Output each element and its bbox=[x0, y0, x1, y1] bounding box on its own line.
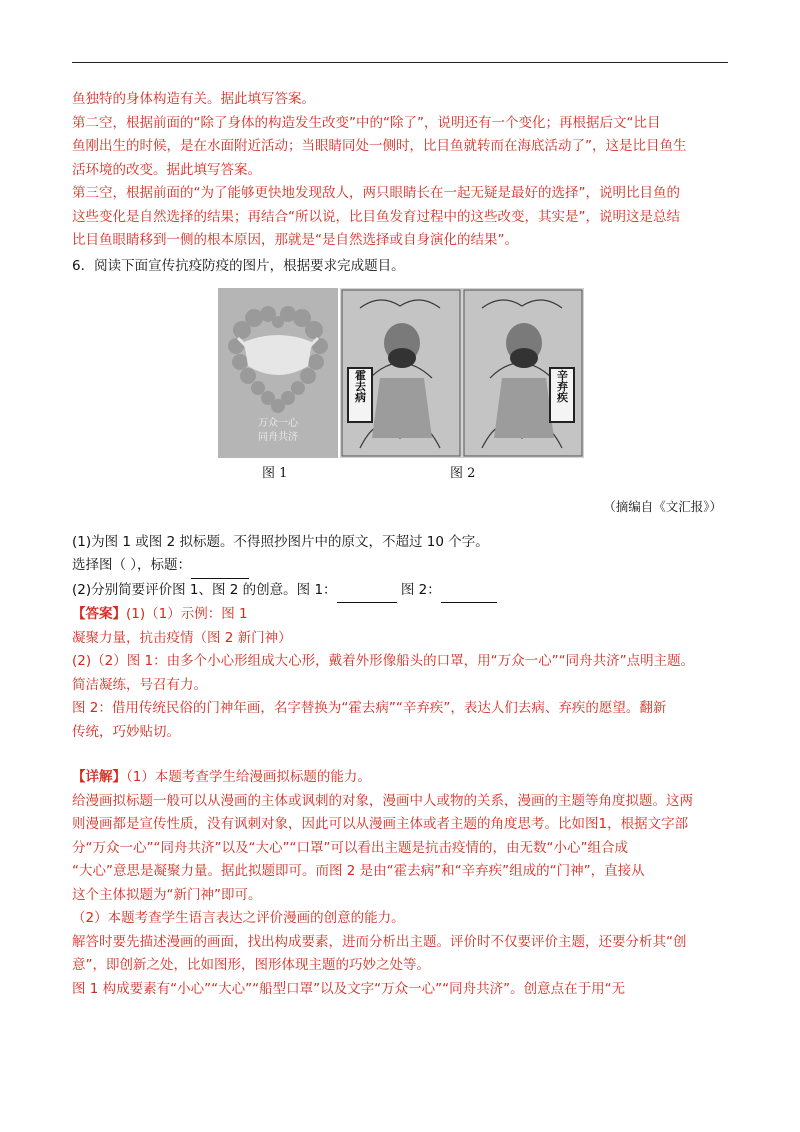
text-line: 鱼独特的身体构造有关。据此填写答案。 bbox=[72, 91, 315, 107]
detail-line bbox=[72, 766, 728, 790]
spacer bbox=[72, 744, 728, 766]
detail-line: 分“万众一心”“同舟共济”以及“大心”“口罩”可以看出主题是抗击疫情的，由无数“小心”组合成 bbox=[72, 839, 628, 856]
figure-2-left-label: 霍去病 bbox=[353, 369, 367, 403]
figure-2-caption: 图 2 bbox=[450, 466, 476, 481]
text-line: 鱼刚出生的时候，是在水面附近活动；当眼睛同处一侧时，比目鱼就转而在海底活动了”，这是比目鱼生 bbox=[72, 138, 687, 154]
figure-2-right-label: 辛弃疾 bbox=[555, 369, 569, 403]
answer-line: (2)（2）图 1：由多个小心形组成大心形，戴着外形像船头的口罩，用“万众一心”“同舟共济”点明主题。 bbox=[72, 653, 695, 669]
header-rule bbox=[72, 62, 728, 63]
detail-line: 解答时要先描述漫画的画面，找出构成要素，进而分析出主题。评价时不仅要评价主题，还要分析其“创 bbox=[72, 933, 687, 950]
figure-1-image bbox=[218, 288, 338, 458]
text-line: 第三空，根据前面的“为了能够更快地发现敌人，两只眼睛长在一起无疑是最好的选择”，说明比目鱼的 bbox=[72, 185, 680, 201]
answer-blank[interactable] bbox=[191, 554, 249, 579]
answer-text: (1)（1）示例：图 1 bbox=[126, 606, 248, 622]
detail-line: “大心”意思是凝聚力量。据此拟题即可。而图 2 是由“霍去病”和“辛弃疾”组成的“门神”，直接从 bbox=[72, 863, 645, 879]
sub-question-2 bbox=[72, 579, 728, 604]
detail-line: 图 1 构成要素有“小心”“大心”“船型口罩”以及文字“万众一心”“同舟共济”。创意点在于用“无 bbox=[72, 980, 626, 997]
text-line: 这些变化是自然选择的结果；再结合“所以说，比目鱼发育过程中的这些改变，其实是”，说明这是总结 bbox=[72, 208, 680, 225]
figure-1-caption: 图 1 bbox=[262, 466, 288, 481]
sub-question-1-fill bbox=[72, 554, 728, 579]
source-note: （摘编自《文汇报》） bbox=[603, 499, 722, 514]
text-line: 比目鱼眼睛移到一侧的根本原因，那就是“是自然选择或自身演化的结果”。 bbox=[72, 232, 518, 248]
detail-tag: 【详解】 bbox=[72, 769, 126, 785]
answer-line bbox=[72, 603, 728, 627]
detail-text: （1）本题考查学生给漫画拟标题的能力。 bbox=[126, 769, 371, 785]
fill-prompt: 选择图（ ），标题： bbox=[72, 557, 192, 573]
sub-question-2-text: (2)分别简要评价图 1、图 2 的创意。图 1： bbox=[72, 581, 337, 598]
answer-line: 简洁凝练，号召有力。 bbox=[72, 676, 207, 693]
answer-blank[interactable] bbox=[337, 579, 397, 604]
question-title: 6．阅读下面宣传抗疫防疫的图片，根据要求完成题目。 bbox=[72, 257, 405, 274]
figure bbox=[72, 284, 728, 494]
detail-line: 意”，即创新之处，比如图形，图形体现主题的巧妙之处等。 bbox=[72, 957, 430, 973]
figure-2-image bbox=[340, 288, 584, 458]
answer-line: 图 2：借用传统民俗的门神年画，名字替换为“霍去病”“辛弃疾”，表达人们去病、弃疾的愿望。翻新 bbox=[72, 700, 667, 716]
detail-line: （2）本题考查学生语言表达之评价漫画的创意的能力。 bbox=[72, 910, 405, 926]
document-body bbox=[72, 88, 728, 1001]
detail-line: 则漫画都是宣传性质，没有讽刺对象，因此可以从漫画主体或者主题的角度思考。比如图1，根据文字部 bbox=[72, 816, 689, 832]
text-line: 活环境的改变。据此填写答案。 bbox=[72, 161, 261, 178]
sub-question-2-mid: 图 2： bbox=[396, 581, 441, 598]
answer-line: 传统，巧妙贴切。 bbox=[72, 723, 180, 740]
figure-1-text-2: 同舟共济 bbox=[258, 432, 298, 443]
figure-1-text-1: 万众一心 bbox=[258, 418, 298, 429]
answer-tag: 【答案】 bbox=[72, 606, 126, 622]
sub-question-1: (1)为图 1 或图 2 拟标题。不得照抄图片中的原文，不超过 10 个字。 bbox=[72, 533, 489, 550]
answer-line: 凝聚力量，抗击疫情（图 2 新门神） bbox=[72, 629, 292, 646]
detail-line: 这个主体拟题为“新门神”即可。 bbox=[72, 886, 262, 903]
detail-line: 给漫画拟标题一般可以从漫画的主体或讽刺的对象，漫画中人或物的关系，漫画的主题等角度拟题。这两 bbox=[72, 792, 693, 809]
text-line: 第二空，根据前面的“除了身体的构造发生改变”中的“除了”，说明还有一个变化；再根据后文“比目 bbox=[72, 114, 661, 131]
answer-blank[interactable] bbox=[441, 579, 497, 604]
